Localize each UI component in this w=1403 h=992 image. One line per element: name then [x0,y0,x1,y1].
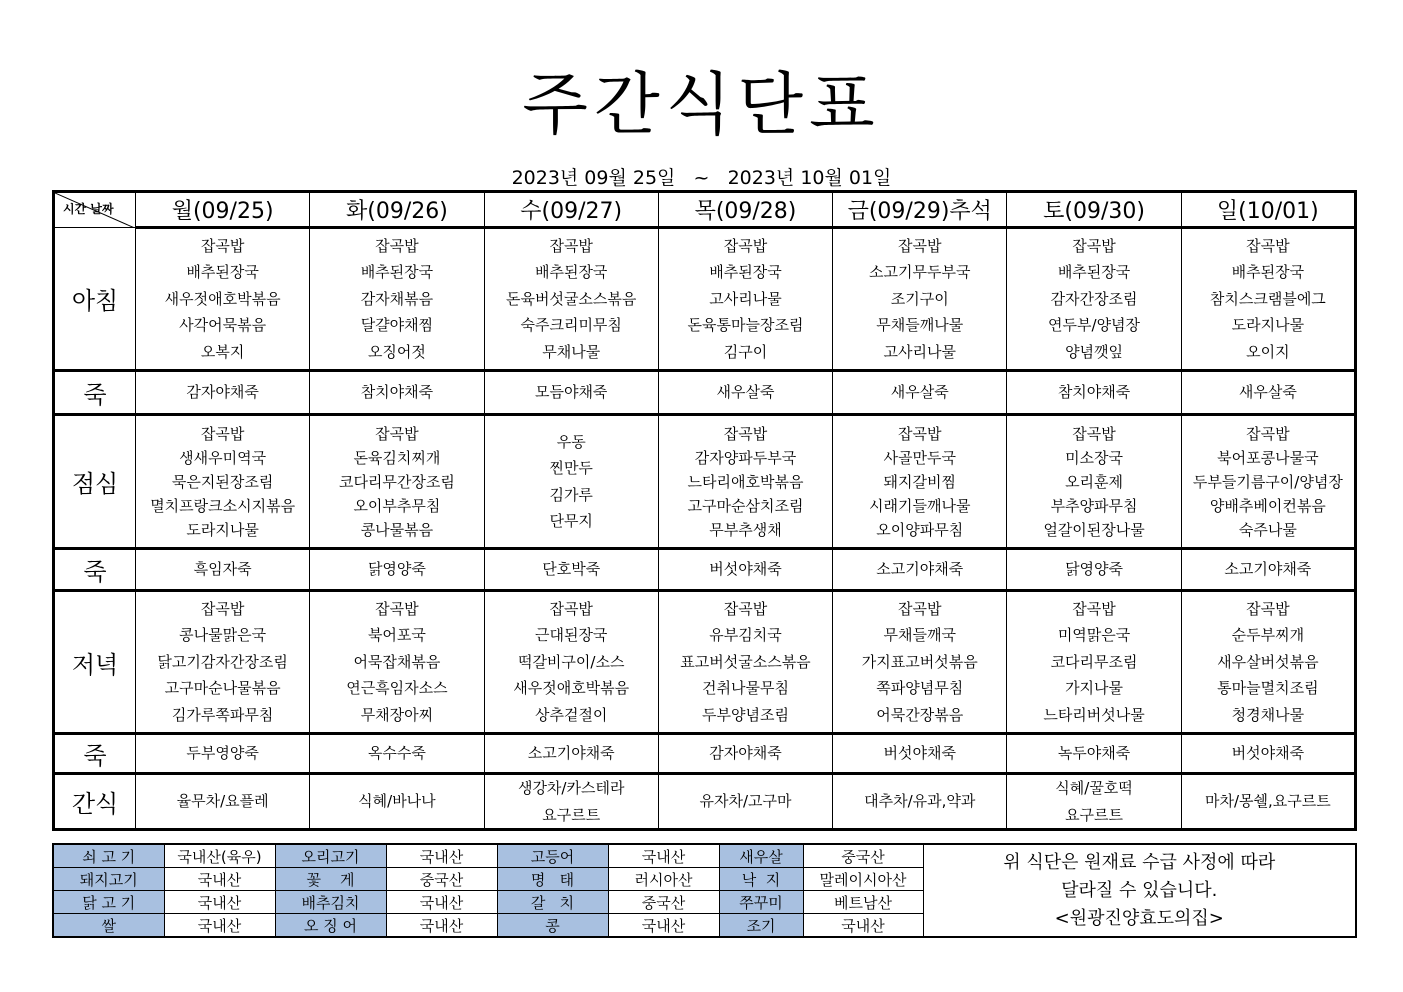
menu-item: 도라지나물 [186,520,259,539]
menu-cell [833,591,1007,734]
menu-item: 요구르트 [542,805,601,824]
menu-item: 감자채볶음 [360,289,434,308]
menu-item: 소고기야채죽 [527,744,615,763]
notice-line: 위 식단은 원재료 수급 사정에 따라 [1003,851,1276,873]
menu-item: 통마늘멸치조림 [1217,679,1319,698]
origin-row [53,844,1356,868]
menu-item: 양념깻잎 [1065,342,1124,361]
menu-cell [1007,415,1181,549]
menu-item: 콩나물볶음 [360,520,434,539]
menu-item: 새우살버섯볶음 [1217,652,1319,671]
menu-item: 느타리애호박볶음 [687,472,804,491]
menu-item: 감자간장조림 [1050,289,1138,308]
menu-item: 묵은지된장조림 [171,472,274,491]
origin-country: 중국산 [803,844,923,868]
menu-cell [310,415,484,549]
menu-item: 버섯야채죽 [883,744,956,763]
menu-item: 유자차/고구마 [699,792,792,811]
meal-row [54,734,1356,774]
origin-country: 베트남산 [803,891,923,914]
origin-country: 국내산 [803,914,923,938]
menu-item: 느타리버섯나물 [1043,705,1145,724]
menu-item: 숙주나물 [1238,520,1297,539]
menu-item: 부추양파무침 [1050,496,1138,515]
origin-item-name: 낙 지 [719,868,803,891]
origin-country: 국내산 [164,868,275,891]
menu-cell [833,734,1007,774]
menu-item: 감자야채죽 [186,383,259,402]
origin-country: 국내산 [386,914,497,938]
menu-item: 북어포국 [367,626,426,645]
menu-item: 코다리무간장조림 [338,472,455,491]
origin-item-name: 배추김치 [275,891,386,914]
menu-cell [658,734,832,774]
menu-item: 참치야채죽 [360,383,434,402]
menu-cell [833,371,1007,415]
menu-item: 오리훈제 [1065,472,1124,491]
day-header: 목(09/28) [658,192,832,228]
meal-label: 간식 [54,774,136,830]
menu-item: 가지나물 [1065,679,1124,698]
meal-row [54,415,1356,549]
day-header: 일(10/01) [1181,192,1355,228]
menu-item: 요구르트 [1065,805,1124,824]
menu-item: 찐만두 [549,459,593,477]
menu-item: 돈육김치찌개 [353,448,441,467]
menu-cell [1007,371,1181,415]
meal-row [54,591,1356,734]
menu-item: 어묵간장볶음 [876,705,964,724]
menu-item: 소고기야채죽 [1224,560,1312,579]
notice-text [923,844,1356,937]
menu-cell [136,371,310,415]
menu-cell [310,591,484,734]
menu-item: 잡곡밥 [898,236,942,255]
menu-item: 무채장아찌 [360,705,434,724]
menu-item: 무부추생채 [709,520,782,539]
menu-cell [1181,734,1355,774]
menu-item: 고사리나물 [883,342,956,361]
menu-item: 생강차/카스테라 [517,779,625,797]
weekly-menu-table [52,190,1357,831]
menu-item: 잡곡밥 [549,236,593,255]
menu-cell [310,371,484,415]
menu-item: 새우살죽 [890,383,949,402]
menu-item: 참치야채죽 [1057,383,1131,402]
origin-country: 국내산(육우) [164,844,275,868]
menu-cell [310,228,484,371]
menu-cell [1181,549,1355,591]
menu-item: 김가루쪽파무침 [171,705,274,724]
menu-item: 잡곡밥 [723,424,768,443]
menu-item: 무채나물 [542,342,601,361]
menu-item: 북어포콩나물국 [1217,448,1319,467]
menu-item: 상추겉절이 [534,705,608,724]
menu-item: 소고기야채죽 [876,560,964,579]
meal-row [54,371,1356,415]
menu-item: 얼갈이된장나물 [1043,520,1145,539]
menu-item: 감자야채죽 [709,744,782,763]
origin-item-name: 조기 [719,914,803,938]
meal-label: 죽 [54,549,136,591]
menu-item: 연두부/양념장 [1048,316,1141,335]
menu-item: 무채들깨국 [883,626,956,645]
menu-item: 잡곡밥 [375,599,419,618]
menu-item: 배추된장국 [709,263,782,282]
menu-item: 새우살죽 [716,383,775,402]
menu-item: 콩나물맑은국 [179,626,267,645]
day-header-row [54,192,1356,228]
origin-item-name: 꽃 게 [275,868,386,891]
menu-item: 녹두야채죽 [1057,744,1131,763]
menu-cell [484,228,658,371]
origin-table [52,843,1357,938]
menu-cell [1181,415,1355,549]
menu-item: 배추된장국 [1231,263,1305,282]
menu-item: 잡곡밥 [723,236,768,255]
menu-item: 버섯야채죽 [1231,744,1305,763]
menu-cell [1181,591,1355,734]
menu-item: 옥수수죽 [367,744,426,763]
menu-item: 우동 [556,432,586,451]
menu-cell [658,549,832,591]
menu-item: 잡곡밥 [375,424,419,443]
menu-item: 어묵잡채볶음 [353,652,441,671]
menu-cell [833,415,1007,549]
menu-item: 연근흑임자소스 [346,679,448,698]
menu-item: 식혜/꿀호떡 [1055,779,1133,797]
menu-item: 잡곡밥 [1246,236,1290,255]
origin-item-name: 새우살 [719,844,803,868]
menu-cell [136,774,310,830]
menu-item: 도라지나물 [1231,316,1305,335]
menu-cell [484,734,658,774]
menu-item: 숙주크리미무침 [520,316,622,335]
menu-item: 돈육버섯굴소스볶음 [505,289,637,308]
menu-item: 사골만두국 [883,448,956,467]
menu-item: 오이부추무침 [353,496,441,515]
menu-cell [310,734,484,774]
menu-item: 잡곡밥 [200,599,245,618]
menu-item: 순두부찌개 [1231,626,1305,645]
menu-cell [1007,591,1181,734]
origin-country: 중국산 [386,868,497,891]
menu-item: 고구마순삼치조림 [687,496,804,515]
menu-item: 배추된장국 [186,263,259,282]
notice-line: <원광진양효도의집> [1054,907,1224,929]
menu-item: 새우젓애호박볶음 [513,679,630,698]
menu-item: 잡곡밥 [723,599,768,618]
menu-cell [658,371,832,415]
origin-item-name: 오 징 어 [275,914,386,938]
menu-item: 김구이 [723,342,768,361]
menu-cell [1007,734,1181,774]
menu-cell [658,591,832,734]
meal-row [54,228,1356,371]
menu-item: 배추된장국 [534,263,608,282]
menu-item: 대추차/유과,약과 [864,792,976,811]
day-header: 토(09/30) [1007,192,1181,228]
menu-item: 유부김치국 [709,626,782,645]
menu-cell [136,415,310,549]
menu-cell [1181,228,1355,371]
menu-item: 코다리무조림 [1050,652,1138,671]
menu-cell [136,591,310,734]
menu-item: 모듬야채죽 [534,383,608,402]
date-range: 2023년 09월 25일 ~ 2023년 10월 01일 [511,167,892,189]
menu-item: 버섯야채죽 [709,560,782,579]
menu-cell [484,774,658,830]
menu-item: 오이양파무침 [876,520,964,539]
meal-label: 저녁 [54,591,136,734]
menu-cell [833,774,1007,830]
origin-item-name: 돼지고기 [53,868,164,891]
origin-country: 국내산 [164,891,275,914]
menu-item: 가지표고버섯볶음 [861,652,978,671]
menu-item: 돈육통마늘장조림 [687,316,804,335]
menu-item: 참치스크램블에그 [1209,289,1326,308]
corner-cell [54,192,136,228]
menu-item: 표고버섯굴소스볶음 [680,652,811,671]
menu-cell [484,415,658,549]
menu-item: 닭영양죽 [1065,560,1124,579]
menu-item: 두부양념조림 [702,705,789,724]
origin-item-name: 고등어 [497,844,608,868]
meal-row [54,549,1356,591]
menu-item: 근대된장국 [534,626,608,645]
menu-cell [1181,371,1355,415]
origin-item-name: 쭈꾸미 [719,891,803,914]
menu-item: 청경채나물 [1231,705,1305,724]
menu-cell [484,549,658,591]
menu-item: 잡곡밥 [1072,599,1116,618]
menu-item: 식혜/바나나 [358,792,436,811]
menu-item: 단무지 [549,512,593,530]
menu-item: 생새우미역국 [179,448,267,467]
menu-item: 양배추베이컨볶음 [1209,496,1326,515]
origin-item-name: 콩 [497,914,608,938]
menu-cell [833,228,1007,371]
menu-cell [1007,228,1181,371]
day-header: 금(09/29)추석 [833,192,1007,228]
menu-item: 건취나물무침 [702,679,789,698]
menu-item: 잡곡밥 [200,424,245,443]
menu-item: 오징어젓 [367,342,426,361]
menu-item: 미소장국 [1065,448,1124,467]
menu-item: 잡곡밥 [200,236,245,255]
menu-item: 배추된장국 [360,263,434,282]
menu-cell [1007,774,1181,830]
day-header: 화(09/26) [310,192,484,228]
menu-item: 잡곡밥 [1072,424,1116,443]
origin-item-name: 쇠 고 기 [53,844,164,868]
menu-item: 오이지 [1246,342,1290,361]
menu-item: 새우젓애호박볶음 [164,289,281,308]
menu-item: 닭고기감자간장조림 [157,652,288,671]
meal-label: 아침 [54,228,136,371]
menu-item: 돼지갈비찜 [883,472,956,491]
menu-item: 잡곡밥 [898,424,942,443]
menu-item: 흑임자죽 [193,560,252,579]
origin-country: 국내산 [164,914,275,938]
menu-cell [1007,549,1181,591]
corner-label: 시간 날짜 [63,202,114,216]
day-header: 수(09/27) [484,192,658,228]
origin-country: 말레이시아산 [803,868,923,891]
menu-item: 조기구이 [890,289,949,308]
menu-item: 단호박죽 [542,560,601,579]
menu-item: 고사리나물 [709,289,782,308]
day-header: 월(09/25) [136,192,310,228]
menu-item: 사각어묵볶음 [179,316,267,335]
menu-item: 율무차/요플레 [176,792,269,811]
menu-cell [658,415,832,549]
menu-cell [136,734,310,774]
menu-item: 새우살죽 [1238,383,1297,402]
origin-country: 국내산 [386,844,497,868]
menu-item: 소고기무두부국 [869,263,971,282]
menu-cell [833,549,1007,591]
menu-cell [658,774,832,830]
meal-label: 점심 [54,415,136,549]
page-title: 주간식단표 [522,66,881,145]
menu-item: 고구마순나물볶음 [164,679,281,698]
menu-item: 오복지 [200,342,245,361]
menu-item: 마차/몽쉘,요구르트 [1204,792,1331,811]
origin-country: 중국산 [608,891,719,914]
menu-item: 감자양파두부국 [694,448,797,467]
menu-item: 닭영양죽 [367,560,426,579]
menu-item: 쪽파양념무침 [876,679,964,698]
menu-item: 멸치프랑크소시지볶음 [150,496,296,515]
menu-item: 두부영양죽 [186,744,259,763]
menu-cell [310,549,484,591]
meal-label: 죽 [54,371,136,415]
menu-cell [1181,774,1355,830]
menu-item: 무채들깨나물 [876,316,964,335]
meal-row [54,774,1356,830]
menu-item: 미역맑은국 [1057,626,1131,645]
menu-cell [136,228,310,371]
menu-cell [658,228,832,371]
origin-country: 국내산 [608,914,719,938]
origin-country: 국내산 [608,844,719,868]
menu-cell [310,774,484,830]
menu-item: 잡곡밥 [375,236,419,255]
menu-cell [136,549,310,591]
menu-item: 시래기들깨나물 [869,496,971,515]
origin-item-name: 명 태 [497,868,608,891]
menu-item: 두부들기름구이/양념장 [1192,472,1343,491]
menu-item: 잡곡밥 [898,599,942,618]
origin-item-name: 오리고기 [275,844,386,868]
menu-item: 달걀야채찜 [360,316,434,335]
menu-item: 김가루 [549,485,593,504]
origin-country: 러시아산 [608,868,719,891]
menu-item: 잡곡밥 [1246,599,1290,618]
menu-item: 잡곡밥 [1246,424,1290,443]
menu-item: 잡곡밥 [1072,236,1116,255]
origin-country: 국내산 [386,891,497,914]
menu-item: 잡곡밥 [549,599,593,618]
menu-item: 떡갈비구이/소스 [517,652,625,671]
origin-item-name: 닭 고 기 [53,891,164,914]
origin-item-name: 쌀 [53,914,164,938]
origin-item-name: 갈 치 [497,891,608,914]
menu-cell [484,371,658,415]
menu-item: 배추된장국 [1057,263,1131,282]
menu-cell [484,591,658,734]
notice-line: 달라질 수 있습니다. [1061,879,1218,901]
meal-label: 죽 [54,734,136,774]
